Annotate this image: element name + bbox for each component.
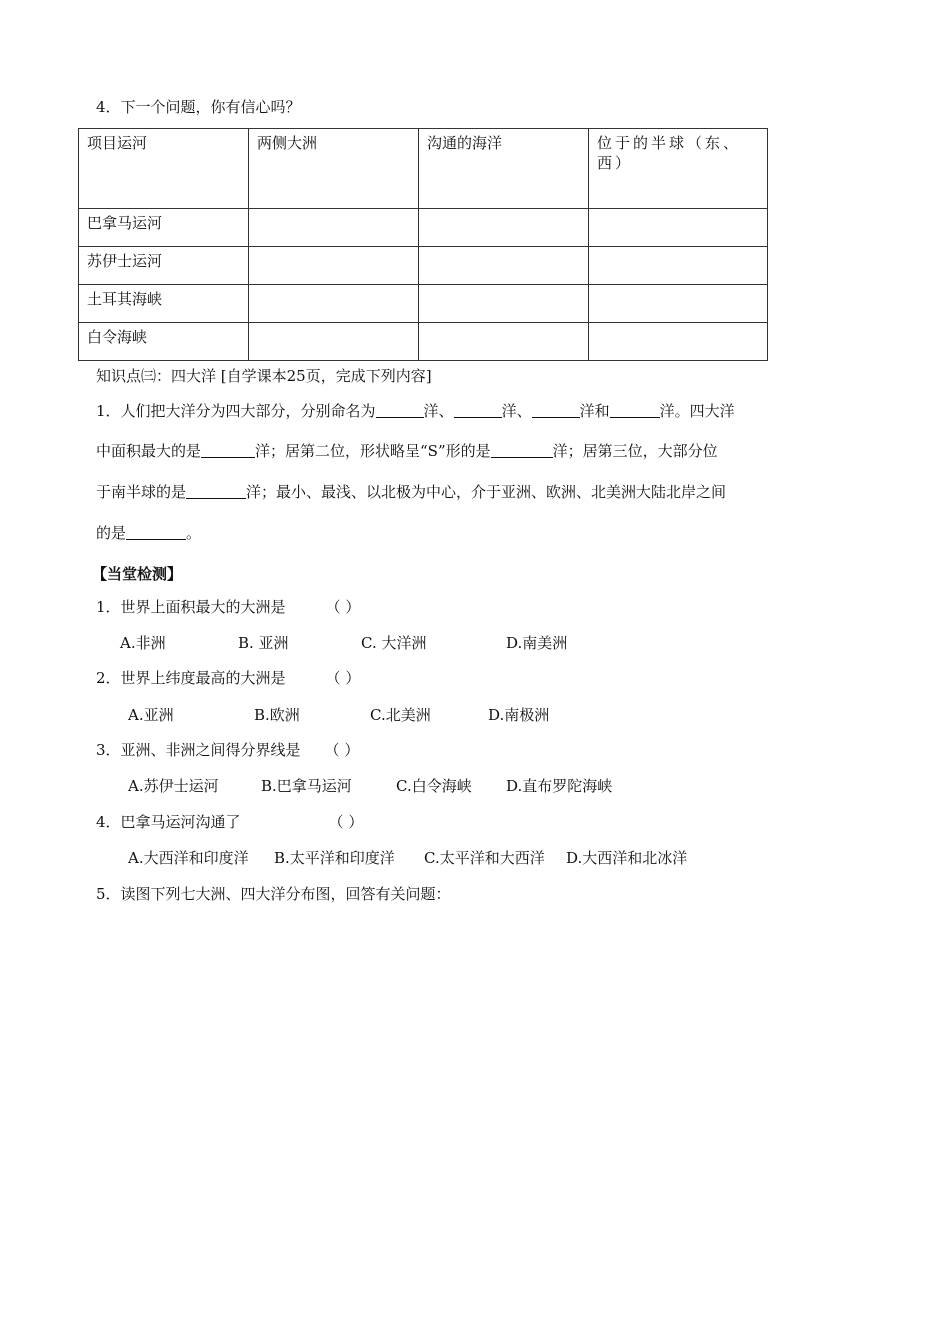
- table-row-label: 巴拿马运河: [79, 209, 249, 247]
- question-5: 5．读图下列七大洲、四大洋分布图，回答有关问题：: [96, 885, 451, 903]
- option[interactable]: C. 大洋洲: [361, 634, 427, 652]
- table-cell[interactable]: [249, 247, 419, 285]
- table-row: [79, 209, 768, 247]
- table-cell[interactable]: [249, 323, 419, 361]
- blank-field[interactable]: [376, 401, 424, 418]
- table-header-cell: 两侧大洲: [249, 129, 419, 209]
- table-header-cell: 位于的半球（东、西）: [589, 129, 768, 209]
- table-row: [79, 323, 768, 361]
- blank-field[interactable]: [186, 482, 246, 499]
- option[interactable]: C.北美洲: [370, 706, 431, 724]
- fill-line-2: 中面积最大的是 洋；居第二位，形状略呈“S”形的是 洋；居第三位，大部分位: [96, 442, 718, 460]
- blank-field[interactable]: [532, 401, 580, 418]
- blank-field[interactable]: [126, 523, 186, 540]
- table-row: [79, 285, 768, 323]
- option[interactable]: B.巴拿马运河: [261, 777, 352, 795]
- table-cell[interactable]: [419, 323, 589, 361]
- table-cell[interactable]: [589, 285, 768, 323]
- option[interactable]: A.非洲: [120, 634, 166, 652]
- option[interactable]: A.大西洋和印度洋: [128, 849, 249, 867]
- answer-paren[interactable]: （ ）: [328, 813, 364, 831]
- option[interactable]: B.欧洲: [254, 706, 300, 724]
- table-cell[interactable]: [589, 323, 768, 361]
- quiz-question: 3．亚洲、非洲之间得分界线是 （ ）: [96, 741, 360, 759]
- quiz-question: 4．巴拿马运河沟通了 （ ）: [96, 813, 364, 831]
- table-row-label: 白令海峡: [79, 323, 249, 361]
- table-row-label: 苏伊士运河: [79, 247, 249, 285]
- table-header-row: [79, 129, 768, 209]
- option[interactable]: D.南美洲: [506, 634, 568, 652]
- quiz-options: [120, 633, 567, 653]
- answer-paren[interactable]: （ ）: [325, 598, 361, 616]
- option[interactable]: D.大西洋和北冰洋: [566, 849, 688, 867]
- blank-field[interactable]: [201, 441, 255, 458]
- fill-line-4: 的是 。: [96, 524, 202, 542]
- quiz-options: [128, 848, 687, 868]
- option[interactable]: B. 亚洲: [238, 634, 289, 652]
- table-cell[interactable]: [419, 247, 589, 285]
- table-row-label: 土耳其海峡: [79, 285, 249, 323]
- option[interactable]: B.太平洋和印度洋: [274, 849, 395, 867]
- option[interactable]: A.苏伊士运河: [128, 777, 219, 795]
- table-cell[interactable]: [249, 285, 419, 323]
- fill-line-3: 于南半球的是 洋；最小、最浅、以北极为中心，介于亚洲、欧洲、北美洲大陆北岸之间: [96, 483, 727, 501]
- table-header-cell: 项目运河: [79, 129, 249, 209]
- answer-paren[interactable]: （ ）: [325, 669, 361, 687]
- blank-field[interactable]: [491, 441, 553, 458]
- option[interactable]: C.太平洋和大西洋: [424, 849, 545, 867]
- blank-field[interactable]: [610, 401, 660, 418]
- quiz-question: 1．世界上面积最大的大洲是 （ ）: [96, 598, 361, 616]
- table-cell[interactable]: [419, 285, 589, 323]
- option[interactable]: D.南极洲: [488, 706, 550, 724]
- blank-field[interactable]: [454, 401, 502, 418]
- table-header-cell: 沟通的海洋: [419, 129, 589, 209]
- answer-paren[interactable]: （ ）: [324, 741, 360, 759]
- option[interactable]: D.直布罗陀海峡: [506, 777, 613, 795]
- knowledge-point-heading: 知识点㈢：四大洋 [自学课本25页，完成下列内容]: [96, 367, 432, 385]
- quiz-options: [128, 705, 549, 725]
- option[interactable]: C.白令海峡: [396, 777, 472, 795]
- option[interactable]: A.亚洲: [128, 706, 174, 724]
- table-cell[interactable]: [589, 247, 768, 285]
- quiz-question: 2．世界上纬度最高的大洲是 （ ）: [96, 669, 361, 687]
- table-cell[interactable]: [249, 209, 419, 247]
- section-heading: 【当堂检测】: [92, 565, 183, 583]
- question-4-title: 4．下一个问题，你有信心吗？: [96, 98, 301, 116]
- table-cell[interactable]: [589, 209, 768, 247]
- table-cell[interactable]: [419, 209, 589, 247]
- canal-table: [78, 128, 768, 361]
- quiz-options: [128, 776, 612, 796]
- fill-line-1: 1．人们把大洋分为四大部分，分别命名为 洋、 洋、 洋和 洋。四大洋: [96, 402, 735, 420]
- table-row: [79, 247, 768, 285]
